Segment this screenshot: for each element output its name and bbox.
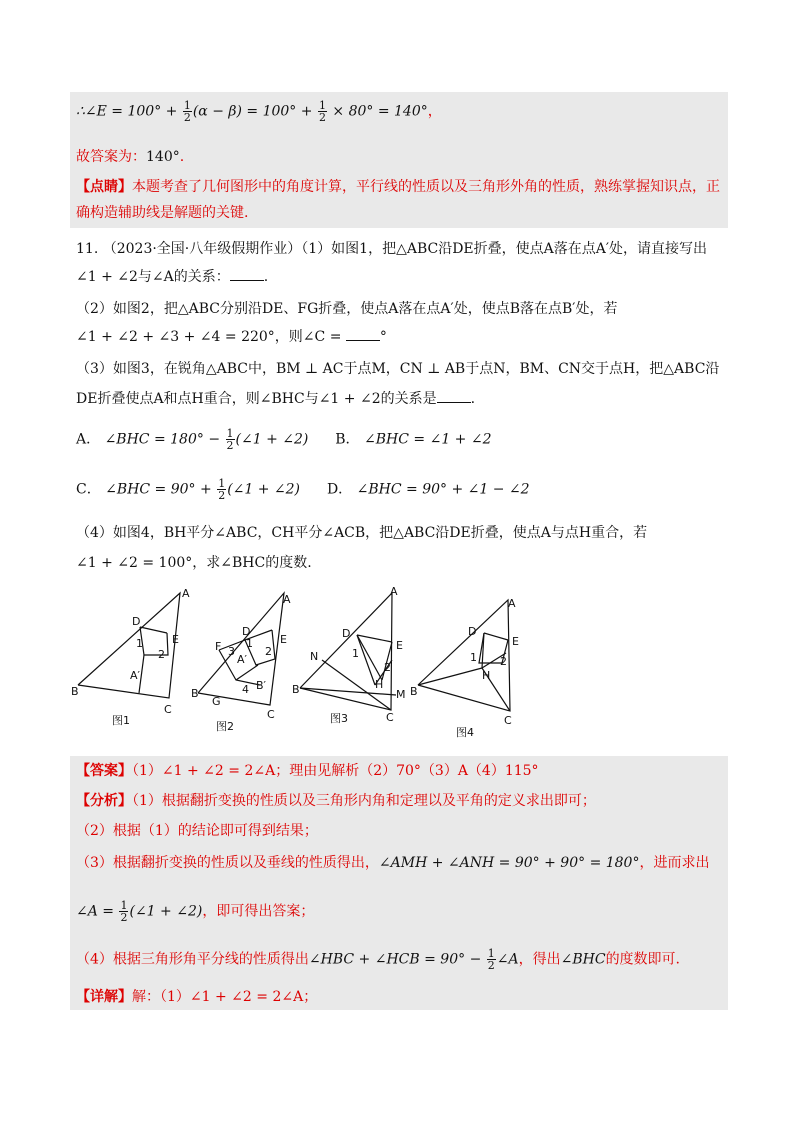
answer-line xyxy=(76,146,184,168)
option-c-label: C． xyxy=(76,481,101,498)
answer-row xyxy=(76,760,539,782)
fraction-half: $\frac{1}{2}$ xyxy=(318,99,326,124)
figures-row xyxy=(70,585,530,740)
option-b-text: ∠BHC = ∠1 + ∠2 xyxy=(364,431,492,448)
answer-blank xyxy=(346,326,380,341)
option-b-label: B． xyxy=(335,431,360,448)
svg-text:M: M xyxy=(396,688,406,701)
answer-text: （1）∠1 + ∠2 = 2∠A；理由见解析（2）70°（3）A（4）115° xyxy=(132,763,539,779)
analysis-row-2: （2）根据（1）的结论即可得到结果； xyxy=(76,823,318,839)
svg-text:D: D xyxy=(132,615,141,628)
svg-text:H: H xyxy=(482,669,491,682)
svg-text:1: 1 xyxy=(246,637,253,650)
svg-text:A′: A′ xyxy=(237,653,248,666)
svg-text:B′: B′ xyxy=(256,679,267,692)
svg-text:1: 1 xyxy=(352,647,359,660)
analysis-row-3: （3）根据翻折变换的性质以及垂线的性质得出，∠AMH + ∠ANH = 90° + 90° = 180°，进而求出 xyxy=(76,855,710,871)
svg-text:A: A xyxy=(283,593,291,606)
option-d-label: D． xyxy=(326,481,353,498)
svg-text:2: 2 xyxy=(158,648,165,661)
svg-text:B: B xyxy=(410,685,418,698)
svg-text:B: B xyxy=(191,687,199,700)
formula-line xyxy=(76,100,442,123)
comment-text-1: 本题考查了几何图形中的角度计算，平行线的性质以及三角形外角的性质，熟练掌握知识点，正 xyxy=(132,179,720,195)
svg-text:C: C xyxy=(386,711,394,724)
answer-end: . xyxy=(179,149,185,165)
svg-text:A: A xyxy=(182,587,190,600)
svg-text:C: C xyxy=(164,703,172,716)
question-line-4: ∠1 + ∠2 + ∠3 + ∠4 = 220°，则∠C = ° xyxy=(76,326,387,348)
option-a-label: A． xyxy=(76,431,101,448)
part3-line2: DE折叠使点A和点H重合，则∠BHC与∠1 + ∠2的关系是 xyxy=(76,391,437,407)
fraction-half: $\frac{1}{2}$ xyxy=(226,427,234,452)
svg-text:1: 1 xyxy=(470,651,477,664)
comment-line-1 xyxy=(76,176,720,198)
option-a-text: ∠BHC = 180° − xyxy=(104,431,225,448)
svg-text:3: 3 xyxy=(228,645,235,658)
part4-line1: （4）如图4，BH平分∠ABC，CH平分∠ACB，把△ABC沿DE折叠，使点A与点H重合，若 xyxy=(76,525,648,541)
question-line-3 xyxy=(76,298,617,320)
svg-text:A′: A′ xyxy=(130,669,141,682)
part4-line2: ∠1 + ∠2 = 100°，求∠BHC的度数. xyxy=(76,555,312,571)
question-line-7 xyxy=(76,522,647,544)
answer-label: 故答案为： xyxy=(76,149,146,165)
svg-text:2: 2 xyxy=(500,655,507,668)
formula-part-c: × 80° = 140° xyxy=(327,103,428,120)
svg-text:E: E xyxy=(396,639,403,652)
part2-line2: ∠1 + ∠2 + ∠3 + ∠4 = 220°，则∠C = xyxy=(76,329,346,345)
answer-blank xyxy=(230,266,264,281)
option-d-text: ∠BHC = 90° + ∠1 − ∠2 xyxy=(356,481,530,498)
detail-tag: 【详解】 xyxy=(76,989,132,1005)
analysis-row-5: （4）根据三角形角平分线的性质得出∠HBC + ∠HCB = 90° − $\frac{1}{2}$ ∠A，得出∠BHC的度数即可. xyxy=(76,947,681,972)
analysis-row-1: 【分析】（1）根据翻折变换的性质以及三角形内角和定理以及平角的定义求出即可； xyxy=(76,793,596,809)
formula-part-b: (α − β) = 100° + xyxy=(192,103,317,120)
formula-end: ， xyxy=(427,103,442,120)
question-line-6: DE折叠使点A和点H重合，则∠BHC与∠1 + ∠2的关系是 . xyxy=(76,388,475,410)
svg-text:E: E xyxy=(172,633,179,646)
comment-line-2 xyxy=(76,202,248,224)
question-line-5 xyxy=(76,358,719,380)
figure-caption-1: 图1 xyxy=(112,714,130,727)
svg-text:B: B xyxy=(71,685,79,698)
question-line-8 xyxy=(76,552,312,574)
part3-line1: （3）如图3，在锐角△ABC中，BM ⊥ AC于点M，CN ⊥ AB于点N，BM、CN交于点H，把△ABC沿 xyxy=(76,361,720,377)
svg-text:1: 1 xyxy=(136,637,143,650)
question-number: 11. xyxy=(76,241,99,257)
svg-text:D: D xyxy=(468,625,477,638)
detail-row: 【详解】解：（1）∠1 + ∠2 = 2∠A； xyxy=(76,989,318,1005)
figure-caption-4: 图4 xyxy=(456,726,474,739)
option-c-text: ∠BHC = 90° + xyxy=(105,481,217,498)
fraction-half: $\frac{1}{2}$ xyxy=(120,899,128,924)
options-cd: C． ∠BHC = 90° + $\frac{1}{2}$ (∠1 + ∠2) D． ∠BHC = 90° + ∠1 − ∠2 xyxy=(76,477,530,502)
question-line-1 xyxy=(76,238,707,260)
svg-text:D: D xyxy=(242,625,251,638)
answer-value: 140° xyxy=(146,149,180,165)
svg-text:N: N xyxy=(310,650,319,663)
figure-caption-2: 图2 xyxy=(216,720,234,733)
svg-text:C: C xyxy=(267,708,275,721)
svg-text:E: E xyxy=(512,635,519,648)
analysis-row-4: ∠A = $\frac{1}{2}$ (∠1 + ∠2)，即可得出答案； xyxy=(76,899,315,924)
svg-text:A: A xyxy=(508,597,516,610)
options-ab: A． ∠BHC = 180° − $\frac{1}{2}$ (∠1 + ∠2) B． ∠BHC = ∠1 + ∠2 xyxy=(76,427,492,452)
analysis-tag: 【分析】 xyxy=(76,793,132,809)
svg-text:4: 4 xyxy=(242,683,249,696)
fraction-half: $\frac{1}{2}$ xyxy=(487,947,495,972)
svg-text:A: A xyxy=(390,585,398,598)
part1-line1: （1）如图1，把△ABC沿DE折叠，使点A落在点A′处，请直接写出 xyxy=(301,241,708,257)
answer-tag: 【答案】 xyxy=(76,763,132,779)
svg-text:H: H xyxy=(375,678,384,691)
svg-text:C: C xyxy=(504,714,512,727)
fraction-half: $\frac{1}{2}$ xyxy=(183,99,191,124)
svg-text:D: D xyxy=(342,627,351,640)
comment-tag: 【点睛】 xyxy=(76,179,132,195)
formula-part-a: ∴∠E = 100° + xyxy=(76,103,182,120)
svg-text:B: B xyxy=(292,683,300,696)
svg-text:2: 2 xyxy=(265,645,272,658)
svg-text:G: G xyxy=(212,695,221,708)
answer-blank xyxy=(437,388,471,403)
svg-text:2: 2 xyxy=(384,661,391,674)
part1-line2: ∠1 + ∠2与∠A的关系： xyxy=(76,269,230,285)
question-line-2: ∠1 + ∠2与∠A的关系： . xyxy=(76,266,268,288)
svg-text:E: E xyxy=(280,633,287,646)
comment-text-2: 确构造辅助线是解题的关键. xyxy=(76,205,249,221)
question-source: （2023·全国·八年级假期作业） xyxy=(102,241,302,257)
svg-text:F: F xyxy=(215,640,222,653)
fraction-half: $\frac{1}{2}$ xyxy=(218,477,226,502)
figure-caption-3: 图3 xyxy=(330,712,348,725)
part2-line1: （2）如图2，把△ABC分别沿DE、FG折叠，使点A落在点A′处，使点B落在点B′处，若 xyxy=(76,301,618,317)
